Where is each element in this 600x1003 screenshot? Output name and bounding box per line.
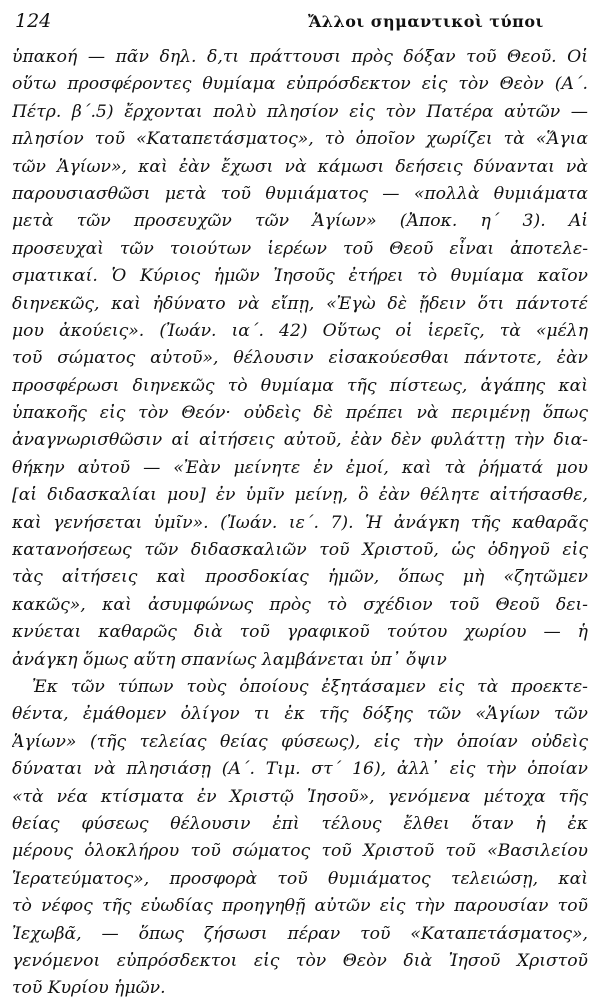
text-line: προσφέρωσι διηνεκῶς τὸ θυμίαμα τῆς πίστεως, ἀγάπης καὶ	[12, 375, 588, 396]
text-line: κνύεται καθαρῶς διὰ τοῦ γραφικοῦ τούτου χωρίου — ἡ	[12, 622, 588, 643]
text-line: «τὰ νέα κτίσματα ἐν Χριστῷ Ἰησοῦ», γενόμενα μέτοχα τῆς	[12, 786, 588, 807]
text-line: παρουσιασθῶσι μετὰ τοῦ θυμιάματος — «πολλὰ θυμιάματα	[12, 183, 588, 204]
text-line: Ἁγίων» (τῆς τελείας θείας φύσεως), εἰς τὴν ὁποίαν οὐδεὶς	[12, 731, 588, 752]
text-line: θείας φύσεως θέλουσιν ἐπὶ τέλους ἔλθει ὅταν ἡ ἐκ	[12, 813, 588, 834]
text-line: θέντα, ἐμάθομεν ὀλίγον τι ἐκ τῆς δόξης τῶν «Ἁγίων τῶν	[12, 704, 588, 725]
page-number: 124	[15, 10, 52, 32]
text-line: τοῦ σώματος αὐτοῦ», θέλουσιν εἰσακούεσθαι πάντοτε, ἐὰν	[12, 348, 588, 369]
text-line: κατανοήσεως τῶν διδασκαλιῶν τοῦ Χριστοῦ, ὡς ὁδηγοῦ εἰς	[12, 540, 588, 561]
text-line: σματικαί. Ὁ Κύριος ἡμῶν Ἰησοῦς ἐτήρει τὸ θυμίαμα καῖον	[12, 266, 588, 287]
text-line: ἀναγνωρισθῶσιν αἱ αἰτήσεις αὐτοῦ, ἐὰν δὲν φυλάττῃ τὴν δια-	[12, 430, 588, 451]
text-line: τοῦ Κυρίου ἡμῶν.	[12, 978, 166, 999]
text-line: κακῶς», καὶ ἀσυμφώνως πρὸς τὸ σχέδιον τοῦ Θεοῦ δει-	[12, 594, 588, 615]
text-line: προσευχαὶ τῶν τοιούτων ἱερέων τοῦ Θεοῦ εἶναι ἀποτελε-	[12, 238, 588, 259]
text-line: ὑπακοῆς εἰς τὸν Θεόν· οὐδεὶς δὲ πρέπει νὰ περιμένῃ ὅπως	[12, 403, 588, 424]
text-line: μέρους ὁλοκλήρου τοῦ σώματος τοῦ Χριστοῦ τοῦ «Βασιλείου	[12, 841, 588, 862]
page-header	[12, 8, 588, 44]
running-head: Ἄλλοι σημαντικοὶ τύποι	[308, 12, 544, 31]
text-line: καὶ γενήσεται ὑμῖν». (Ἰωάν. ιε΄. 7). Ἡ ἀνάγκη τῆς καθαρᾶς	[12, 512, 588, 533]
text-line: ἀνάγκη ὅμως αὕτη σπανίως λαμβάνεται ὑπ᾿ ὄψιν	[12, 649, 447, 670]
text-line: πλησίον τοῦ «Καταπετάσματος», τὸ ὁποῖον χωρίζει τὰ «Ἅγια	[12, 129, 588, 150]
text-line: μου ἀκούεις». (Ἰωάν. ια΄. 42) Οὕτως οἱ ἱερεῖς, τὰ «μέλη	[12, 320, 588, 341]
text-line: τῶν Ἁγίων», καὶ ἐὰν ἔχωσι νὰ κάμωσι δεήσεις δύνανται νὰ	[12, 156, 588, 177]
text-line: Ἐκ τῶν τύπων τοὺς ὁποίους ἐξητάσαμεν εἰς τὰ προεκτε-	[32, 676, 588, 697]
text-line: Πέτρ. β΄.5) ἔρχονται πολὺ πλησίον εἰς τὸν Πατέρα αὐτῶν —	[12, 101, 588, 122]
text-line: τὸ νέφος τῆς εὐωδίας προηγηθῇ αὐτῶν εἰς τὴν παρουσίαν τοῦ	[12, 896, 588, 917]
text-line: [αἱ διδασκαλίαι μου] ἐν ὑμῖν μείνῃ, ὃ ἐὰν θέλητε αἰτήσασθε,	[12, 485, 588, 506]
text-line: διηνεκῶς, καὶ ἠδύνατο νὰ εἴπῃ, «Ἐγὼ δὲ ᾔδειν ὅτι πάντοτέ	[12, 293, 588, 314]
text-line: Ἰεχωβᾶ, — ὅπως ζήσωσι πέραν τοῦ «Καταπετάσματος»,	[12, 923, 588, 944]
text-line: ὑπακοή — πᾶν δηλ. δ,τι πράττουσι πρὸς δόξαν τοῦ Θεοῦ. Οἱ	[12, 47, 588, 67]
text-line: τὰς αἰτήσεις καὶ προσδοκίας ἡμῶν, ὅπως μὴ «ζητῶμεν	[12, 567, 588, 588]
text-line: Ἱερατεύματος», προσφορὰ τοῦ θυμιάματος τελειώσῃ, καὶ	[12, 868, 588, 889]
text-line: θήκην αὐτοῦ — «Ἐὰν μείνητε ἐν ἐμοί, καὶ τὰ ῥήματά μου	[12, 457, 588, 478]
text-line: γενόμενοι εὐπρόσδεκτοι εἰς τὸν Θεὸν διὰ Ἰησοῦ Χριστοῦ	[12, 950, 588, 971]
text-line: δύναται νὰ πλησιάσῃ (Α΄. Τιμ. στ΄ 16), ἀλλ᾿ εἰς τὴν ὁποίαν	[12, 759, 588, 780]
text-line: οὕτω προσφέροντες θυμίαμα εὐπρόσδεκτον εἰς τὸν Θεὸν (Α΄.	[12, 74, 588, 95]
text-line: μετὰ τῶν προσευχῶν τῶν Ἁγίων» (Ἀποκ. η΄ 3). Αἱ	[12, 211, 588, 232]
body-text	[12, 44, 588, 1003]
